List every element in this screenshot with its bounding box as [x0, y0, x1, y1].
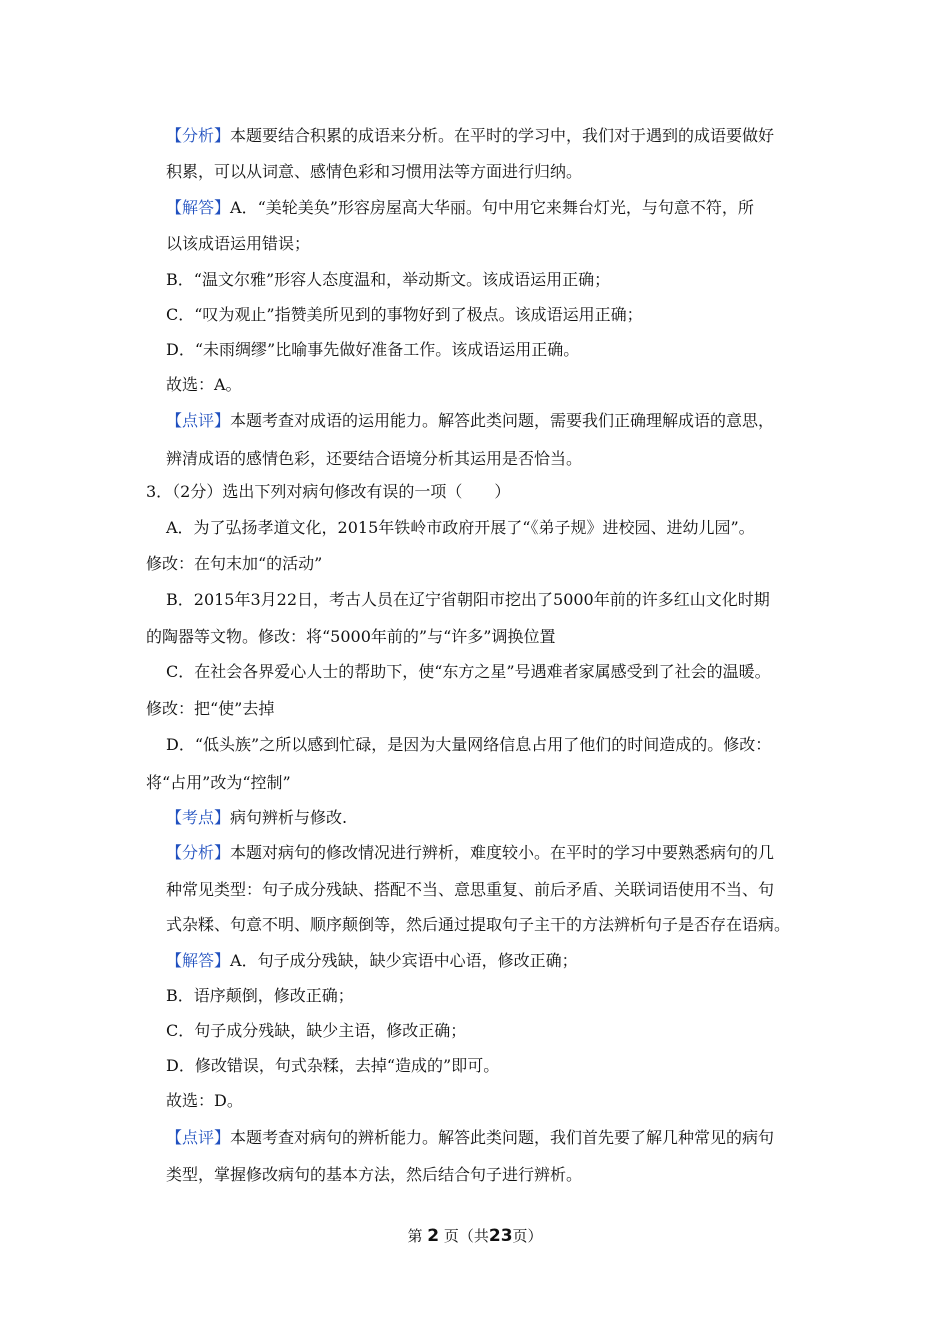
- comment2-tag: 【点评】: [166, 1128, 231, 1147]
- question-3-option-b-line-1: B．2015年3月22日，考古人员在辽宁省朝阳市挖出了5000年前的许多红山文化时期: [166, 590, 770, 609]
- question-3-stem: 3．（2分）选出下列对病句修改有误的一项（ ）: [146, 482, 511, 501]
- comment-line-1: 【点评】本题考查对成语的运用能力。解答此类问题，需要我们正确理解成语的意思，: [166, 411, 775, 430]
- analysis2-line-2: 种常见类型：句子成分残缺、搭配不当、意思重复、前后矛盾、关联词语使用不当、句: [166, 880, 775, 899]
- answer2-option-d: D．修改错误，句式杂糅，去掉“造成的”即可。: [166, 1056, 500, 1075]
- answer2-line-1: 【解答】A．句子成分残缺，缺少宾语中心语，修改正确；: [166, 951, 578, 970]
- analysis-tag: 【分析】: [166, 126, 231, 145]
- choice2-line: 故选：D。: [166, 1091, 243, 1110]
- answer2-option-c: C．句子成分残缺，缺少主语，修改正确；: [166, 1021, 467, 1040]
- answer-line-1: 【解答】A．“美轮美奂”形容房屋高大华丽。句中用它来舞台灯光，与句意不符，所: [166, 198, 754, 217]
- answer-tag: 【解答】: [166, 198, 231, 217]
- point-tag: 【考点】: [166, 808, 231, 827]
- point-line: 【考点】病句辨析与修改.: [166, 808, 348, 827]
- answer2-option-b: B．语序颠倒，修改正确；: [166, 986, 354, 1005]
- analysis2-line-1: 【分析】本题对病句的修改情况进行辨析，难度较小。在平时的学习中要熟悉病句的几: [166, 843, 775, 862]
- analysis2-line-3: 式杂糅、句意不明、顺序颠倒等，然后通过提取句子主干的方法辨析句子是否存在语病。: [166, 915, 791, 934]
- choice-line: 故选：A。: [166, 375, 242, 394]
- question-3-option-a-line-1: A．为了弘扬孝道文化，2015年铁岭市政府开展了“《弟子规》进校园、进幼儿园”。: [166, 518, 755, 537]
- comment-line-2: 辨清成语的感情色彩，还要结合语境分析其运用是否恰当。: [166, 449, 583, 468]
- answer-option-d: D．“未雨绸缪”比喻事先做好准备工作。该成语运用正确。: [166, 340, 580, 359]
- comment-tag: 【点评】: [166, 411, 231, 430]
- comment2-line-1: 【点评】本题考查对病句的辨析能力。解答此类问题，我们首先要了解几种常见的病句: [166, 1128, 775, 1147]
- question-3-option-c-line-2: 修改：把“使”去掉: [146, 699, 275, 718]
- analysis-line-1: 【分析】本题要结合积累的成语来分析。在平时的学习中，我们对于遇到的成语要做好: [166, 126, 775, 145]
- answer-option-c: C．“叹为观止”指赞美所见到的事物好到了极点。该成语运用正确；: [166, 305, 643, 324]
- question-3-option-d-line-2: 将“占用”改为“控制”: [146, 773, 291, 792]
- page-footer: 第 2 页（共23页）: [407, 1226, 543, 1246]
- answer-line-2: 以该成语运用错误；: [166, 234, 311, 253]
- question-3-option-c-line-1: C．在社会各界爱心人士的帮助下，使“东方之星”号遇难者家属感受到了社会的温暖。: [166, 662, 771, 681]
- analysis-line-2: 积累，可以从词意、感情色彩和习惯用法等方面进行归纳。: [166, 162, 583, 181]
- page-total: 23: [488, 1226, 513, 1246]
- analysis2-tag: 【分析】: [166, 843, 231, 862]
- answer2-tag: 【解答】: [166, 951, 231, 970]
- comment2-line-2: 类型，掌握修改病句的基本方法，然后结合句子进行辨析。: [166, 1165, 583, 1184]
- question-3-option-d-line-1: D．“低头族”之所以感到忙碌，是因为大量网络信息占用了他们的时间造成的。修改：: [166, 735, 772, 754]
- question-3-option-a-line-2: 修改：在句末加“的活动”: [146, 554, 323, 573]
- answer-option-b: B．“温文尔雅”形容人态度温和，举动斯文。该成语运用正确；: [166, 270, 611, 289]
- question-3-option-b-line-2: 的陶器等文物。修改：将“5000年前的”与“许多”调换位置: [146, 627, 556, 646]
- page-number: 2: [427, 1226, 440, 1246]
